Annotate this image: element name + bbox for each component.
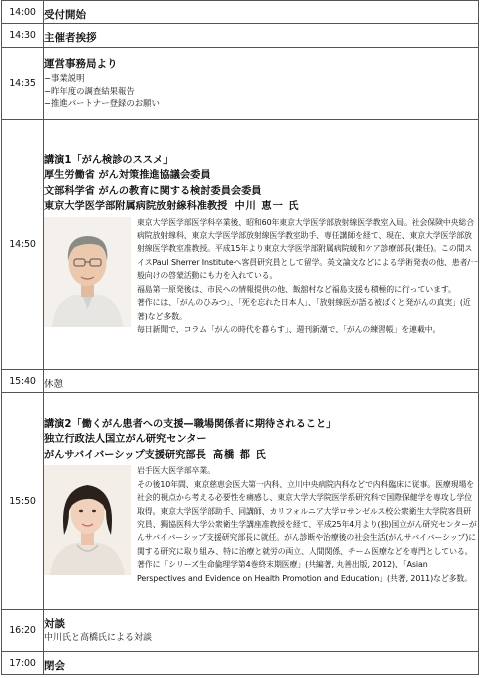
item-title: 休憩 xyxy=(44,378,64,390)
schedule-row xyxy=(2,652,479,675)
speaker-heading xyxy=(44,448,478,464)
time-cell: 15:40 xyxy=(2,370,44,393)
schedule-row xyxy=(2,370,479,393)
time-cell: 15:50 xyxy=(2,393,44,610)
speaker-affiliation: 東京大学医学部附属病院放射線科准教授 xyxy=(44,201,228,213)
item-title: 受付開始 xyxy=(44,8,86,21)
item-title: 運営事務局より xyxy=(44,58,118,71)
time-cell: 14:00 xyxy=(2,1,44,24)
schedule-row xyxy=(2,48,479,120)
schedule-row xyxy=(2,1,479,24)
lecture-title: 講演1「がん検診のススメ」 xyxy=(44,154,174,166)
speaker-affiliation: がんサバイバーシップ支援研究部長 xyxy=(44,449,206,461)
bio-paragraph: その後10年間、東京慈恵会医大第一内科、立川中央病院内科などで内科臨床に従事。医療現場を社会的視点から考える必要性を痛感し、東京大学大学院医学系研究科で国際保健学を専攻し学位取得。東京大学医学部助手、同講師、カリフォルニア大学ロサンゼルス校公衆衛生大学院客員研究員、獨協医科大学公衆衛生学講座准教授を経て、平成25年4月より(独)国立がん研究センターがんサバイバーシップ支援研究部長に就任。がん診断や治療後の社会生活(がんサバイバーシップ)に関する研究に取り組み、特に治療と就労の両立、人間関係、チーム医療などを専門としている。著作に「シリーズ生命倫理学第4巻終末期医療」(共編著, 丸善出版, 2012)、「Asian Perspectives and Evidence on Health Promotion and Education」(共著, 2011)など多数。 xyxy=(137,479,477,583)
time-cell: 14:50 xyxy=(2,120,44,370)
item-title: 対談 xyxy=(44,617,65,630)
item-title: 閉会 xyxy=(44,659,65,672)
speaker-name: 中川 恵一 氏 xyxy=(234,201,300,213)
schedule-row xyxy=(2,393,479,610)
bio-paragraph: 岩手医大医学部卒業。 xyxy=(137,466,215,476)
time-cell: 14:35 xyxy=(2,48,44,120)
bio-paragraph: 毎日新聞で、コラム「がんの時代を暮らす」、週刊新潮で、「がんの練習帳」を連載中。 xyxy=(137,324,441,334)
speaker-name: 高橋 都 氏 xyxy=(212,449,267,461)
bio-paragraph: 福島第一原発後は、市民への情報提供の他、飯舘村など福島支援も積極的に行っています。 xyxy=(137,284,456,294)
schedule-row xyxy=(2,24,479,48)
bio-paragraph: 東京大学医学部医学科卒業後、昭和60年東京大学医学部放射線医学教室入局。社会保険中央総合病院放射線科、東京大学医学部放射線医学教室助手、専任講師を経て、現在、東京大学医学部放射線医学教室准教授。平成15年より東京大学医学部附属病院緩和ケア診療部長(兼任)。この間スイスPaul Sherrer Instituteへ客員研究員として留学。英文論文などによる学術発表の他、患者/一般向けの啓蒙活動にも力を入れている。 xyxy=(137,217,478,281)
speaker-role: 文部科学省 がんの教育に関する検討委員会委員 xyxy=(44,185,262,197)
speaker-bio xyxy=(137,216,478,337)
speaker-bio xyxy=(137,464,478,585)
speaker-role: 厚生労働省 がん対策推進協議会委員 xyxy=(44,170,211,182)
time-cell: 14:30 xyxy=(2,24,44,48)
schedule-table xyxy=(1,0,479,675)
item-description: 中川氏と高橋氏による対談 xyxy=(44,632,153,643)
speaker-role: 独立行政法人国立がん研究センター xyxy=(44,434,207,446)
schedule-row xyxy=(2,120,479,370)
bio-paragraph: 著作には、「がんのひみつ」、「死を忘れた日本人」、「放射線医が語る被ばくと発がんの真実」(近著)など多数。 xyxy=(137,298,471,321)
list-item: −昨年度の調査結果報告 xyxy=(44,85,135,96)
time-cell: 16:20 xyxy=(2,610,44,652)
item-title: 主催者挨拶 xyxy=(44,32,97,44)
speaker-photo xyxy=(44,465,131,575)
list-item: −事業説明 xyxy=(44,73,85,84)
lecture-title: 講演2「働くがん患者への支援—職場関係者に期待されること」 xyxy=(44,418,337,430)
speaker-photo xyxy=(44,217,131,327)
schedule-row xyxy=(2,610,479,652)
speaker-heading xyxy=(44,199,478,215)
list-item: −推進パートナー登録のお願い xyxy=(44,98,160,109)
time-cell: 17:00 xyxy=(2,652,44,675)
